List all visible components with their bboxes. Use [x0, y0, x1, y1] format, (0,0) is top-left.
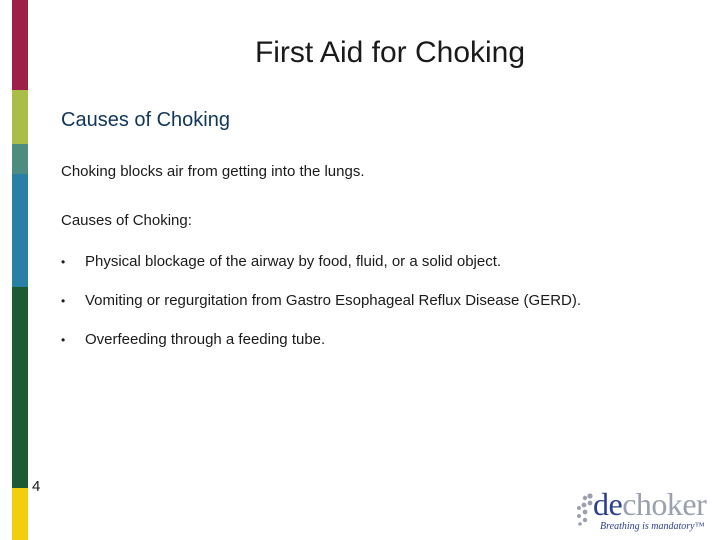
- page-number: 4: [32, 478, 41, 495]
- stripe-segment-blue: [12, 174, 28, 287]
- logo-wordmark: dechoker: [593, 486, 707, 522]
- dechoker-logo: [576, 488, 716, 536]
- causes-list: [61, 253, 581, 370]
- logo-tagline: Breathing is mandatory™: [600, 521, 705, 532]
- intro-text: Choking blocks air from getting into the lungs.: [61, 163, 365, 180]
- side-color-stripe: [12, 0, 28, 540]
- slide-subtitle: Causes of Choking: [61, 109, 230, 131]
- bullet-icon: •: [61, 333, 66, 347]
- slide-title: First Aid for Choking: [254, 36, 526, 69]
- stripe-segment-yellow: [12, 488, 28, 540]
- list-item: [61, 292, 581, 331]
- bullet-icon: •: [61, 255, 66, 269]
- stripe-segment-lime: [12, 90, 28, 144]
- list-item-text: Overfeeding through a feeding tube.: [85, 331, 326, 348]
- list-item-text: Vomiting or regurgitation from Gastro Esophageal Reflux Disease (GERD).: [85, 292, 582, 309]
- list-item: [61, 253, 581, 292]
- list-heading: Causes of Choking:: [61, 212, 192, 229]
- stripe-segment-maroon: [12, 0, 28, 90]
- bullet-icon: •: [61, 294, 66, 308]
- list-item: [61, 331, 581, 370]
- stripe-segment-green: [12, 287, 28, 488]
- stripe-segment-teal: [12, 144, 28, 174]
- logo-dots-icon: [576, 492, 594, 528]
- list-item-text: Physical blockage of the airway by food, fluid, or a solid object.: [85, 253, 502, 270]
